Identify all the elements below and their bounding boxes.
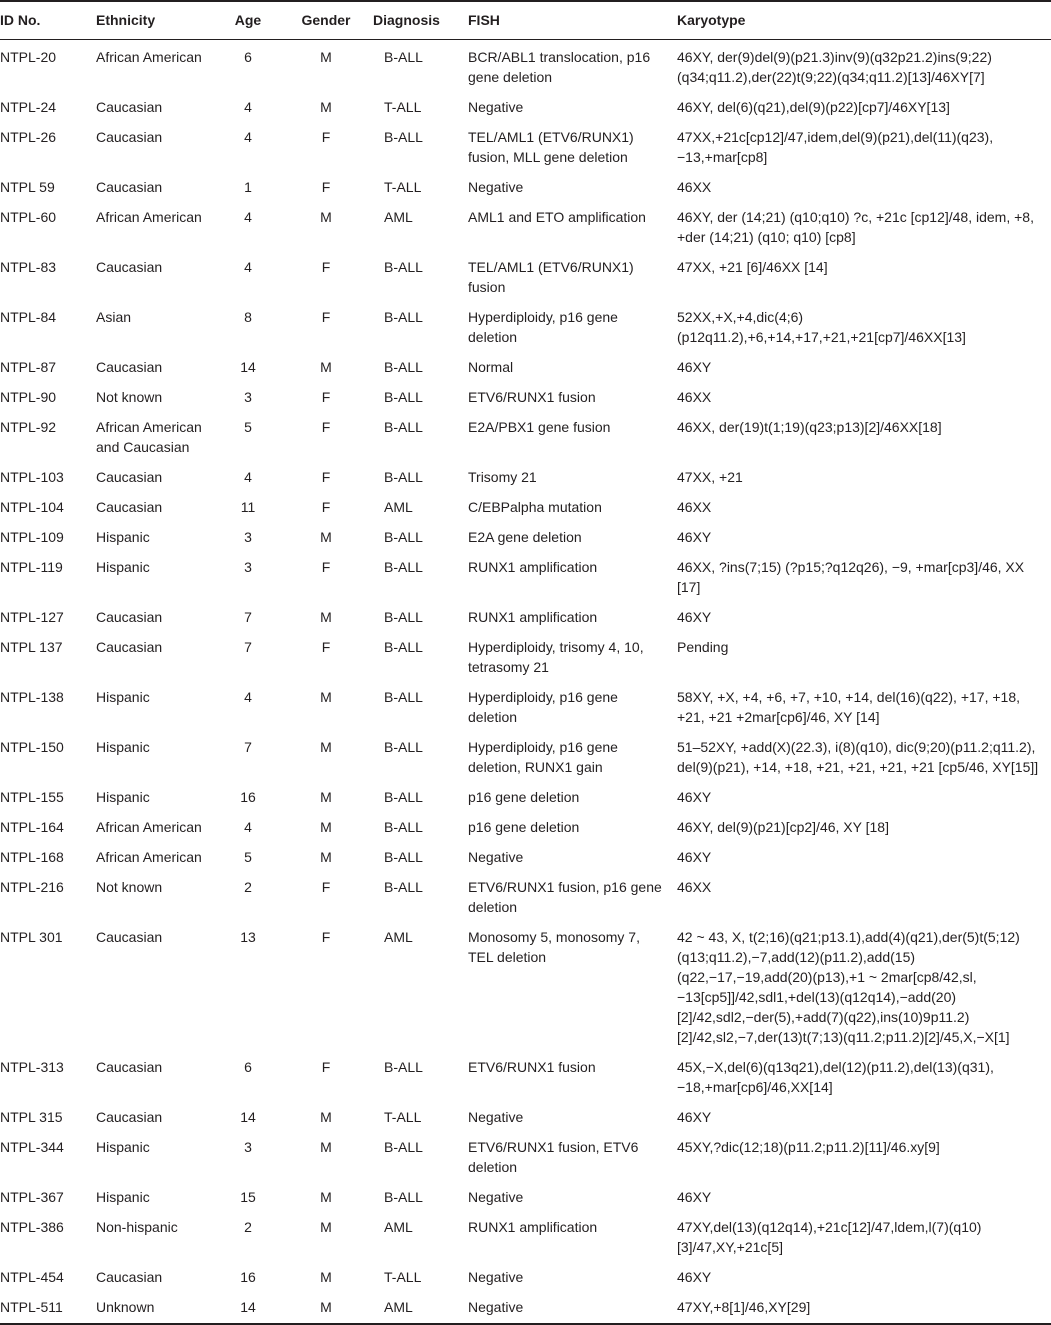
- table-row: [0, 92, 1051, 122]
- cell-diagnosis: B-ALL: [384, 739, 423, 755]
- cell-karyotype: 46XX, der(19)t(1;19)(q23;p13)[2]/46XX[18]: [677, 419, 942, 435]
- cell-id: NTPL 301: [0, 929, 63, 945]
- cell-age: 3: [244, 559, 252, 575]
- cell-fish: TEL/AML1 (ETV6/RUNX1) fusion: [468, 259, 634, 295]
- table-row: [0, 602, 1051, 632]
- cell-diagnosis: AML: [384, 209, 413, 225]
- cell-fish: Monosomy 5, monosomy 7, TEL deletion: [468, 929, 640, 965]
- cell-fish: Hyperdiploidy, p16 gene deletion, RUNX1 gain: [468, 739, 618, 775]
- table-row: [0, 382, 1051, 412]
- cell-karyotype: 47XX,+21c[cp12]/47,idem,del(9)(p21),del(11)(q23),−13,+mar[cp8]: [677, 129, 994, 165]
- cell-gender: M: [320, 1189, 332, 1205]
- cell-karyotype: 46XY: [677, 1189, 712, 1205]
- cell-karyotype: 46XY, der(9)del(9)(p21.3)inv(9)(q32p21.2)ins(9;22)(q34;q11.2),der(22)t(9;22)(q34;q11.2)[13]/46XY[7]: [677, 49, 992, 85]
- cell-fish: Hyperdiploidy, p16 gene deletion: [468, 689, 618, 725]
- table-row: [0, 632, 1051, 682]
- cell-age: 16: [240, 789, 256, 805]
- cell-age: 4: [244, 259, 252, 275]
- table-row: [0, 302, 1051, 352]
- cell-fish: Negative: [468, 99, 524, 115]
- cell-id: NTPL-216: [0, 879, 64, 895]
- cell-gender: F: [321, 389, 331, 405]
- cell-ethnicity: African American: [96, 849, 202, 865]
- cell-diagnosis: T-ALL: [384, 99, 422, 115]
- cell-gender: F: [321, 929, 331, 945]
- cell-id: NTPL 315: [0, 1109, 63, 1125]
- cell-fish: Negative: [468, 849, 524, 865]
- cell-fish: ETV6/RUNX1 fusion, p16 gene deletion: [468, 879, 662, 915]
- table-row: [0, 1132, 1051, 1182]
- cell-age: 4: [244, 129, 252, 145]
- cell-diagnosis: B-ALL: [384, 1189, 423, 1205]
- cell-ethnicity: Hispanic: [96, 1139, 150, 1155]
- cell-karyotype: 45XY,?dic(12;18)(p11.2;p11.2)[11]/46.xy[9]: [677, 1139, 940, 1155]
- cell-fish: TEL/AML1 (ETV6/RUNX1) fusion, MLL gene deletion: [468, 129, 634, 165]
- cell-diagnosis: B-ALL: [384, 639, 423, 655]
- cell-id: NTPL-344: [0, 1139, 64, 1155]
- cell-age: 14: [240, 1109, 256, 1125]
- cell-ethnicity: Caucasian: [96, 179, 163, 195]
- table-row: [0, 172, 1051, 202]
- cell-fish: Negative: [468, 1269, 524, 1285]
- cell-age: 3: [244, 389, 252, 405]
- header-ethnicity: Ethnicity: [96, 1, 226, 40]
- cell-fish: E2A/PBX1 gene fusion: [468, 419, 611, 435]
- cell-diagnosis: B-ALL: [384, 1139, 423, 1155]
- cell-age: 6: [244, 49, 252, 65]
- header-age: Age: [226, 1, 284, 40]
- cell-diagnosis: B-ALL: [384, 419, 423, 435]
- cell-fish: ETV6/RUNX1 fusion: [468, 389, 596, 405]
- cell-diagnosis: AML: [384, 1219, 413, 1235]
- cell-gender: F: [321, 499, 331, 515]
- cell-karyotype: 46XY: [677, 1269, 712, 1285]
- table-row: [0, 40, 1051, 93]
- cell-fish: Trisomy 21: [468, 469, 537, 485]
- cell-age: 2: [244, 1219, 252, 1235]
- cell-karyotype: 47XY,del(13)(q12q14),+21c[12]/47,ldem,l(7)(q10)[3]/47,XY,+21c[5]: [677, 1219, 982, 1255]
- cell-gender: F: [321, 469, 331, 485]
- cell-gender: M: [320, 49, 332, 65]
- cell-id: NTPL-83: [0, 259, 57, 275]
- cell-fish: AML1 and ETO amplification: [468, 209, 646, 225]
- cell-ethnicity: African American: [96, 209, 202, 225]
- cell-diagnosis: AML: [368, 1292, 468, 1324]
- cell-id: NTPL-454: [0, 1269, 64, 1285]
- cell-id: NTPL 137: [0, 639, 63, 655]
- table-row: [0, 812, 1051, 842]
- cell-karyotype: 46XX, ?ins(7;15) (?p15;?q12q26), −9, +mar[cp3]/46, XX [17]: [677, 559, 1025, 595]
- cell-ethnicity: Hispanic: [96, 739, 150, 755]
- table-row: [0, 1052, 1051, 1102]
- cell-age: 11: [240, 499, 256, 515]
- cell-id: NTPL-92: [0, 419, 57, 435]
- cell-karyotype: 46XX: [677, 879, 712, 895]
- table-row: [0, 202, 1051, 252]
- cell-ethnicity: Caucasian: [96, 1059, 163, 1075]
- cell-id: NTPL-386: [0, 1219, 64, 1235]
- cell-diagnosis: B-ALL: [384, 1059, 423, 1075]
- cell-gender: M: [320, 359, 332, 375]
- table-row: [0, 122, 1051, 172]
- cell-diagnosis: B-ALL: [384, 49, 423, 65]
- cell-ethnicity: Asian: [96, 309, 132, 325]
- cell-id: NTPL-168: [0, 849, 64, 865]
- cell-ethnicity: Non-hispanic: [96, 1219, 178, 1235]
- cell-id: NTPL-511: [0, 1292, 96, 1324]
- cell-ethnicity: Hispanic: [96, 689, 150, 705]
- cell-ethnicity: African American and Caucasian: [96, 419, 202, 455]
- cell-gender: F: [321, 419, 331, 435]
- cell-id: NTPL-24: [0, 99, 57, 115]
- table-row: [0, 1102, 1051, 1132]
- cell-gender: F: [321, 1059, 331, 1075]
- cell-gender: M: [320, 99, 332, 115]
- cell-ethnicity: Unknown: [96, 1292, 226, 1324]
- cell-gender: M: [320, 1219, 332, 1235]
- cell-karyotype: 47XX, +21 [6]/46XX [14]: [677, 259, 828, 275]
- cell-karyotype: 46XY, der (14;21) (q10;q10) ?c, +21c [cp12]/48, idem, +8, +der (14;21) (q10; q10) [cp8]: [677, 209, 1034, 245]
- cell-diagnosis: AML: [384, 929, 413, 945]
- cell-ethnicity: Hispanic: [96, 789, 150, 805]
- cell-fish: ETV6/RUNX1 fusion, ETV6 deletion: [468, 1139, 639, 1175]
- table-row: [0, 522, 1051, 552]
- cell-id: NTPL-127: [0, 609, 64, 625]
- cell-diagnosis: B-ALL: [384, 689, 423, 705]
- cell-fish: RUNX1 amplification: [468, 609, 598, 625]
- cell-fish: Negative: [468, 1189, 524, 1205]
- table-row: [0, 412, 1051, 462]
- cell-gender: F: [321, 559, 331, 575]
- cell-id: NTPL-119: [0, 559, 63, 575]
- cell-gender: M: [320, 1139, 332, 1155]
- cell-fish: C/EBPalpha mutation: [468, 499, 602, 515]
- cell-ethnicity: Hispanic: [96, 529, 150, 545]
- cell-id: NTPL-60: [0, 209, 57, 225]
- header-id: ID No.: [0, 1, 96, 40]
- cell-karyotype: 46XY: [677, 609, 712, 625]
- cell-fish: RUNX1 amplification: [468, 1219, 598, 1235]
- cell-ethnicity: Caucasian: [96, 129, 163, 145]
- table-row: [0, 872, 1051, 922]
- cell-karyotype: 42 ~ 43, X, t(2;16)(q21;p13.1),add(4)(q21),der(5)t(5;12)(q13;q11.2),−7,add(12)(p11.2),add(15)(q22,−17,−19,add(20)(p13),+1 ~ 2mar[cp8/42,sl,−13[cp5]]/42,sdl1,+del(13)(q12q14),−add(20)[2]/42,sdl2,−der(5),+add(7)(q22),ins(10)9p11.2)[2]/42,sl2,−7,der(13)t(7;13)(q11.2;p11.2)[2]/45,X,−X[1]: [677, 929, 1020, 1045]
- cell-karyotype: 46XY: [677, 789, 712, 805]
- cell-id: NTPL-26: [0, 129, 57, 145]
- table-row: [0, 352, 1051, 382]
- cell-id: NTPL-155: [0, 789, 64, 805]
- cell-gender: F: [321, 129, 331, 145]
- table-row: [0, 842, 1051, 872]
- cell-gender: M: [320, 529, 332, 545]
- cell-karyotype: 47XX, +21: [677, 469, 743, 485]
- cell-ethnicity: Caucasian: [96, 609, 163, 625]
- cell-id: NTPL-164: [0, 819, 64, 835]
- cell-fish: Normal: [468, 359, 514, 375]
- cell-id: NTPL-103: [0, 469, 64, 485]
- cell-fish: Hyperdiploidy, p16 gene deletion: [468, 309, 618, 345]
- cell-ethnicity: African American: [96, 49, 202, 65]
- cell-id: NTPL-87: [0, 359, 57, 375]
- cell-diagnosis: B-ALL: [384, 389, 423, 405]
- cell-id: NTPL 59: [0, 179, 55, 195]
- cell-age: 2: [244, 879, 252, 895]
- cell-gender: M: [320, 689, 332, 705]
- table-body: [0, 40, 1051, 1325]
- table-header-row: [0, 1, 1051, 40]
- cell-gender: M: [320, 1109, 332, 1125]
- cell-gender: F: [321, 639, 331, 655]
- cell-age: 14: [240, 359, 256, 375]
- cell-id: NTPL-20: [0, 49, 57, 65]
- cell-karyotype: 46XY: [677, 1109, 712, 1125]
- table-row: [0, 1182, 1051, 1212]
- cell-diagnosis: AML: [384, 499, 413, 515]
- cell-ethnicity: Caucasian: [96, 929, 163, 945]
- cell-id: NTPL-90: [0, 389, 57, 405]
- cell-fish: Hyperdiploidy, trisomy 4, 10, tetrasomy 21: [468, 639, 644, 675]
- cell-age: 3: [244, 1139, 252, 1155]
- cell-karyotype: 46XX: [677, 389, 712, 405]
- cell-karyotype: 46XY, del(6)(q21),del(9)(p22)[cp7]/46XY[13]: [677, 99, 950, 115]
- cell-diagnosis: T-ALL: [384, 1269, 422, 1285]
- header-diagnosis: Diagnosis: [368, 1, 468, 40]
- cell-diagnosis: B-ALL: [384, 849, 423, 865]
- cell-id: NTPL-84: [0, 309, 57, 325]
- cell-ethnicity: African American: [96, 819, 202, 835]
- cell-ethnicity: Caucasian: [96, 359, 163, 375]
- cell-ethnicity: Caucasian: [96, 639, 163, 655]
- cell-gender: F: [321, 309, 331, 325]
- cell-diagnosis: B-ALL: [384, 309, 423, 325]
- cell-id: NTPL-138: [0, 689, 64, 705]
- cell-diagnosis: B-ALL: [384, 259, 423, 275]
- cell-diagnosis: B-ALL: [384, 609, 423, 625]
- cell-diagnosis: B-ALL: [384, 789, 423, 805]
- cell-gender: M: [320, 849, 332, 865]
- cell-fish: BCR/ABL1 translocation, p16 gene deletion: [468, 49, 651, 85]
- cell-ethnicity: Caucasian: [96, 1269, 163, 1285]
- cell-age: 5: [244, 849, 252, 865]
- cell-age: 14: [226, 1292, 284, 1324]
- cell-id: NTPL-313: [0, 1059, 64, 1075]
- cell-diagnosis: B-ALL: [384, 879, 423, 895]
- cell-diagnosis: B-ALL: [384, 559, 423, 575]
- cell-fish: Negative: [468, 179, 524, 195]
- header-fish: FISH: [468, 1, 677, 40]
- cell-gender: M: [320, 1269, 332, 1285]
- cell-age: 1: [244, 179, 252, 195]
- cell-karyotype: Pending: [677, 639, 729, 655]
- cell-fish: ETV6/RUNX1 fusion: [468, 1059, 596, 1075]
- cell-ethnicity: Not known: [96, 879, 163, 895]
- cell-id: NTPL-367: [0, 1189, 64, 1205]
- cell-age: 4: [244, 99, 252, 115]
- cell-diagnosis: T-ALL: [384, 1109, 422, 1125]
- cell-gender: M: [320, 739, 332, 755]
- cell-age: 16: [240, 1269, 256, 1285]
- cell-age: 4: [244, 689, 252, 705]
- cell-ethnicity: Hispanic: [96, 559, 150, 575]
- cell-age: 8: [244, 309, 252, 325]
- cell-age: 5: [244, 419, 252, 435]
- cell-age: 13: [240, 929, 256, 945]
- cell-gender: M: [320, 209, 332, 225]
- cell-fish: p16 gene deletion: [468, 789, 580, 805]
- cell-gender: M: [320, 609, 332, 625]
- cell-karyotype: 46XX: [677, 499, 712, 515]
- cell-gender: M: [284, 1292, 368, 1324]
- table-row: [0, 1262, 1051, 1292]
- cell-fish: E2A gene deletion: [468, 529, 582, 545]
- cell-age: 4: [244, 469, 252, 485]
- cell-age: 7: [244, 609, 252, 625]
- table-row: [0, 1212, 1051, 1262]
- cell-ethnicity: Caucasian: [96, 469, 163, 485]
- cell-age: 15: [240, 1189, 256, 1205]
- cell-fish: p16 gene deletion: [468, 819, 580, 835]
- cell-age: 4: [244, 819, 252, 835]
- cell-gender: M: [320, 789, 332, 805]
- cell-fish: Negative: [468, 1292, 677, 1324]
- header-karyotype: Karyotype: [677, 1, 1051, 40]
- cell-karyotype: 58XY, +X, +4, +6, +7, +10, +14, del(16)(q22), +17, +18, +21, +21 +2mar[cp6]/46, XY [14]: [677, 689, 1020, 725]
- cell-karyotype: 46XY: [677, 849, 712, 865]
- cell-karyotype: 51–52XY, +add(X)(22.3), i(8)(q10), dic(9;20)(p11.2;q11.2), del(9)(p21), +14, +18, +21, +21, +21, +21 [cp5/46, XY[15]]: [677, 739, 1039, 775]
- table-row: [0, 682, 1051, 732]
- cell-karyotype: 46XY: [677, 359, 712, 375]
- cell-age: 3: [244, 529, 252, 545]
- table-row: [0, 782, 1051, 812]
- table-row: [0, 552, 1051, 602]
- cell-age: 7: [244, 739, 252, 755]
- cell-gender: F: [321, 879, 331, 895]
- cell-id: NTPL-104: [0, 499, 64, 515]
- cell-karyotype: 52XX,+X,+4,dic(4;6)(p12q11.2),+6,+14,+17,+21,+21[cp7]/46XX[13]: [677, 309, 966, 345]
- table-row: [0, 1292, 1051, 1324]
- cell-karyotype: 45X,−X,del(6)(q13q21),del(12)(p11.2),del(13)(q31),−18,+mar[cp6]/46,XX[14]: [677, 1059, 994, 1095]
- cell-karyotype: 46XY: [677, 529, 712, 545]
- cell-id: NTPL-150: [0, 739, 64, 755]
- cell-karyotype: 46XX: [677, 179, 712, 195]
- cell-diagnosis: B-ALL: [384, 529, 423, 545]
- cell-diagnosis: B-ALL: [384, 359, 423, 375]
- cell-id: NTPL-109: [0, 529, 64, 545]
- table-row: [0, 922, 1051, 1052]
- cell-ethnicity: Caucasian: [96, 99, 163, 115]
- table-row: [0, 462, 1051, 492]
- cell-ethnicity: Not known: [96, 389, 163, 405]
- cell-diagnosis: T-ALL: [384, 179, 422, 195]
- cell-ethnicity: Hispanic: [96, 1189, 150, 1205]
- cell-gender: M: [320, 819, 332, 835]
- table-row: [0, 732, 1051, 782]
- cell-age: 6: [244, 1059, 252, 1075]
- table-row: [0, 492, 1051, 522]
- cell-fish: RUNX1 amplification: [468, 559, 598, 575]
- cell-diagnosis: B-ALL: [384, 469, 423, 485]
- header-gender: Gender: [284, 1, 368, 40]
- cell-age: 7: [244, 639, 252, 655]
- cell-age: 4: [244, 209, 252, 225]
- cell-diagnosis: B-ALL: [384, 819, 423, 835]
- cell-ethnicity: Caucasian: [96, 499, 163, 515]
- cell-karyotype: 46XY, del(9)(p21)[cp2]/46, XY [18]: [677, 819, 889, 835]
- cell-diagnosis: B-ALL: [384, 129, 423, 145]
- cell-fish: Negative: [468, 1109, 524, 1125]
- cell-karyotype: 47XY,+8[1]/46,XY[29]: [677, 1292, 1051, 1324]
- cell-ethnicity: Caucasian: [96, 259, 163, 275]
- cell-ethnicity: Caucasian: [96, 1109, 163, 1125]
- table-row: [0, 252, 1051, 302]
- cell-gender: F: [321, 179, 331, 195]
- cell-gender: F: [321, 259, 331, 275]
